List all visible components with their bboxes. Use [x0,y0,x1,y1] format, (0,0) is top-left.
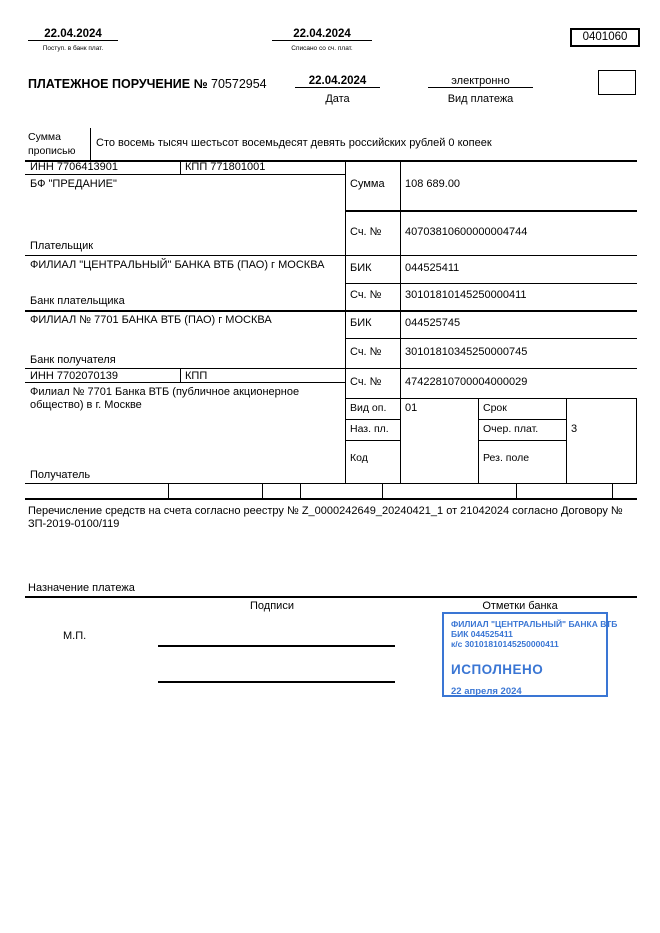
payer-inn: ИНН 7706413901 [30,161,119,173]
main-column-divider [345,160,346,483]
row-border [25,174,345,175]
grid-right-border [636,398,637,483]
amount-words-label: Сумма прописью [28,131,76,157]
payer-bank-label: Банк плательщика [30,295,125,307]
field-cell-divider [516,483,517,498]
priority-check-box [598,70,636,95]
row-border [25,255,637,256]
document-number: 70572954 [211,77,267,91]
row-border [345,210,637,212]
priority-label: Очер. плат. [483,423,539,435]
payer-kpp: КПП 771801001 [185,161,266,173]
payee-account-label: Сч. № [350,376,382,388]
amount-label: Сумма [350,178,385,190]
document-date: 22.04.2024 [295,75,380,88]
payer-bank-bik-label: БИК [350,262,372,274]
payee-account: 47422810700004000029 [405,376,528,388]
pay-purpose-label: Наз. пл. [350,423,389,435]
payee-inn: ИНН 7702070139 [30,370,119,382]
payer-bank-name: ФИЛИАЛ "ЦЕНТРАЛЬНЫЙ" БАНКА ВТБ (ПАО) г МОСКВА [30,259,325,271]
code-label: Код [350,452,368,464]
term-label: Срок [483,402,507,414]
stamp-bank-name: ФИЛИАЛ "ЦЕНТРАЛЬНЫЙ" БАНКА ВТБ [451,619,618,629]
op-type-value: 01 [405,402,418,414]
section-border [25,498,637,500]
row-border [25,483,637,484]
row-border [345,283,637,284]
payee-name: Филиал № 7701 Банка ВТБ (публичное акционерное общество) в г. Москве [30,386,300,411]
document-title: ПЛАТЕЖНОЕ ПОРУЧЕНИЕ № [28,77,208,91]
payer-bank-bik: 044525411 [405,262,460,274]
signature-line [158,645,395,647]
payee-bank-bik: 044525745 [405,317,461,329]
payee-bank-name: ФИЛИАЛ № 7701 БАНКА ВТБ (ПАО) г МОСКВА [30,314,272,326]
grid-divider [566,398,567,483]
bank-marks-label: Отметки банка [482,600,558,612]
grid-border [478,440,566,441]
stamp-date: 22 апреля 2024 [451,686,522,697]
payer-name: БФ "ПРЕДАНИЕ" [30,178,117,190]
document-date-label: Дата [325,93,350,105]
payer-bank-account-label: Сч. № [350,289,382,301]
signature-line [158,681,395,683]
row-border [345,398,637,399]
stamp-place-label: М.П. [63,630,87,642]
row-border [25,382,345,383]
signatures-label: Подписи [250,600,294,612]
payment-purpose-text: Перечисление средств на счета согласно реестру № Z_0000242649_20240421_1 от 21042024 согласно Договору № ЗП-2019-0100/119 [28,505,623,530]
row-border [345,338,637,339]
amount-words-divider [90,128,91,160]
op-type-label: Вид оп. [350,402,387,414]
payee-kpp: КПП [185,370,208,382]
payer-label: Плательщик [30,240,94,252]
debited-date: 22.04.2024 [272,28,372,41]
section-border [25,596,637,598]
inn-kpp-divider [180,160,181,174]
form-code-box [570,28,640,47]
payment-kind: электронно [428,75,533,88]
payment-purpose-label: Назначение платежа [28,582,135,594]
stamp-corr-account: к/с 30101810145250000411 [451,639,559,649]
grid-border [345,440,400,441]
payee-bank-account: 30101810345250000745 [405,346,528,358]
label-value-divider [400,160,401,483]
grid-border [345,419,400,420]
priority-value: 3 [571,423,578,435]
payment-kind-label: Вид платежа [447,93,514,105]
amount-words-value: Сто восемь тысяч шестьсот восемьдесят девять российских рублей 0 копеек [96,137,492,149]
form-code: 0401060 [582,31,628,43]
received-date-label: Поступ. в банк плат. [42,45,104,52]
bank-stamp [442,612,618,697]
received-date: 22.04.2024 [28,28,118,41]
payee-label: Получатель [30,469,91,481]
grid-border [478,419,566,420]
payee-bank-bik-label: БИК [350,317,372,329]
field-cell-divider [382,483,383,498]
stamp-status: ИСПОЛНЕНО [451,662,544,677]
section-border [25,310,637,312]
amount-value: 108 689.00 [405,178,461,190]
payer-bank-account: 30101810145250000411 [405,289,527,301]
reserve-field-label: Рез. поле [483,452,530,464]
payer-account-label: Сч. № [350,226,382,238]
field-cell-divider [612,483,613,498]
debited-date-label: Списано со сч. плат. [291,45,353,52]
payee-bank-label: Банк получателя [30,354,116,366]
field-cell-divider [262,483,263,498]
stamp-bik: БИК 044525411 [451,629,513,639]
inn-kpp-divider [180,368,181,382]
row-border [25,368,637,369]
field-cell-divider [300,483,301,498]
document-title-row [28,78,267,91]
field-cell-divider [168,483,169,498]
payee-bank-account-label: Сч. № [350,346,382,358]
payer-account: 40703810600000004744 [405,226,528,238]
